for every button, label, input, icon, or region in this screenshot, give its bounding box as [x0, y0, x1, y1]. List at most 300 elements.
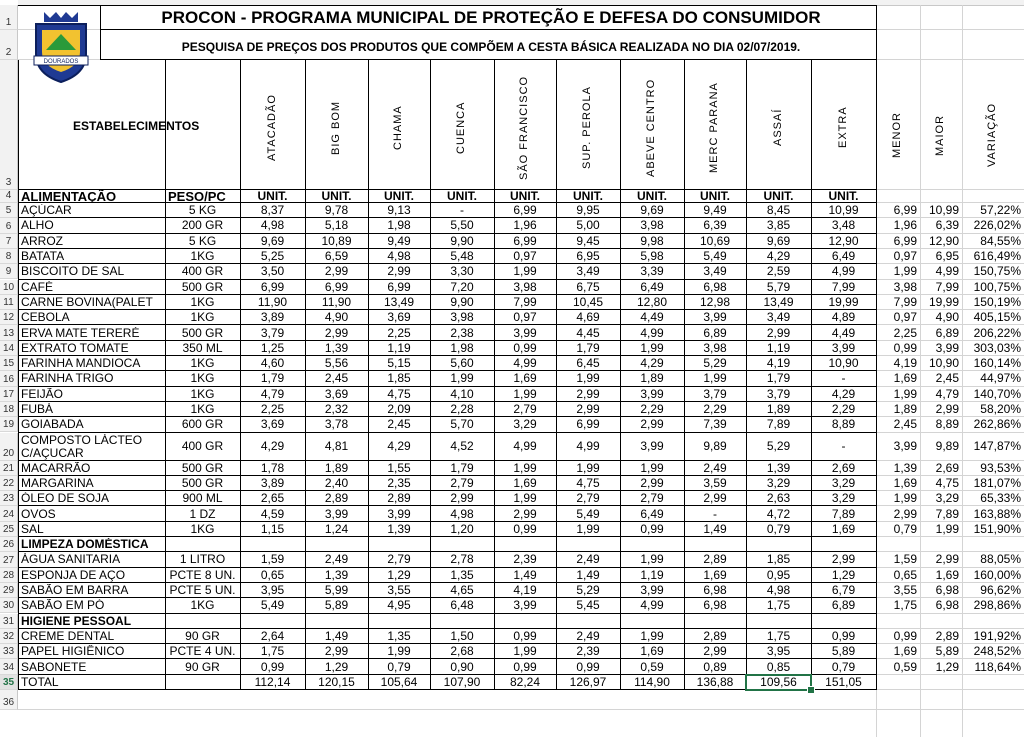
price-cell[interactable]: 3,99: [640, 584, 664, 598]
price-cell[interactable]: 4,79: [260, 387, 285, 401]
unit-header[interactable]: UNIT.: [637, 190, 667, 203]
variation-cell[interactable]: 160,00%: [973, 568, 1021, 582]
price-cell[interactable]: 9,13: [387, 204, 411, 218]
price-cell[interactable]: 2,40: [324, 476, 349, 490]
product-name[interactable]: PAPEL HIGIÊNICO: [21, 645, 125, 659]
price-cell[interactable]: 2,89: [703, 629, 727, 643]
price-cell[interactable]: 1,99: [450, 372, 474, 386]
max-cell[interactable]: 6,95: [935, 250, 959, 264]
price-cell[interactable]: 1,69: [703, 568, 727, 582]
variation-cell[interactable]: 226,02%: [973, 219, 1021, 233]
price-cell[interactable]: 2,79: [576, 492, 600, 506]
price-cell[interactable]: 3,29: [831, 492, 856, 506]
price-cell[interactable]: 11,90: [321, 295, 352, 309]
row-header-1[interactable]: 1: [0, 5, 18, 30]
price-cell[interactable]: 1,99: [513, 387, 537, 401]
product-name[interactable]: CREME DENTAL: [21, 629, 115, 643]
price-cell[interactable]: 1,24: [324, 522, 349, 536]
price-cell[interactable]: 0,79: [387, 660, 411, 674]
product-name[interactable]: ARROZ: [21, 234, 63, 248]
row-header-18[interactable]: 18: [0, 402, 18, 417]
price-cell[interactable]: 6,98: [703, 599, 727, 613]
min-cell[interactable]: 1,89: [893, 403, 917, 417]
price-cell[interactable]: 3,98: [450, 311, 474, 325]
selected-cell[interactable]: [745, 674, 812, 691]
price-cell[interactable]: 2,69: [831, 461, 856, 475]
price-cell[interactable]: 6,99: [324, 280, 349, 294]
variation-cell[interactable]: 163,88%: [973, 507, 1021, 521]
product-weight[interactable]: PCTE 5 UN.: [169, 584, 236, 598]
max-cell[interactable]: 2,99: [935, 553, 959, 567]
price-cell[interactable]: 9,69: [640, 204, 664, 218]
product-name[interactable]: ÁGUA SANITARIA: [21, 553, 121, 567]
price-cell[interactable]: 5,99: [324, 584, 349, 598]
price-cell[interactable]: 1,69: [513, 372, 537, 386]
price-cell[interactable]: 0,99: [640, 522, 664, 536]
product-name[interactable]: MARGARINA: [21, 476, 94, 490]
price-cell[interactable]: 2,99: [703, 492, 727, 506]
price-cell[interactable]: 2,09: [387, 403, 411, 417]
price-cell[interactable]: 1,39: [324, 568, 349, 582]
price-cell[interactable]: 2,89: [324, 492, 349, 506]
min-cell[interactable]: 1,69: [893, 476, 917, 490]
price-cell[interactable]: 2,78: [450, 553, 474, 567]
row-header-32[interactable]: 32: [0, 629, 18, 644]
row-header-28[interactable]: 28: [0, 568, 18, 583]
product-weight[interactable]: 1KG: [190, 403, 215, 417]
product-name[interactable]: ÓLEO DE SOJA: [21, 492, 110, 506]
price-cell[interactable]: 0,99: [576, 660, 600, 674]
price-cell[interactable]: 6,75: [576, 280, 600, 294]
product-weight[interactable]: 500 GR: [181, 476, 224, 490]
product-name[interactable]: ALHO: [21, 219, 54, 233]
product-name[interactable]: ERVA MATE TERERÉ: [21, 326, 140, 340]
price-cell[interactable]: 5,56: [324, 357, 349, 371]
price-cell[interactable]: 5,29: [576, 584, 600, 598]
price-cell[interactable]: 1,99: [513, 461, 537, 475]
min-cell[interactable]: 0,59: [893, 660, 917, 674]
variation-cell[interactable]: 93,53%: [980, 461, 1021, 475]
price-cell[interactable]: 9,49: [387, 234, 411, 248]
price-cell[interactable]: 2,35: [387, 476, 411, 490]
price-cell[interactable]: 4,99: [831, 265, 856, 279]
price-cell[interactable]: 1,99: [576, 372, 600, 386]
product-weight[interactable]: 500 GR: [181, 461, 224, 475]
max-cell[interactable]: 1,99: [935, 522, 959, 536]
price-cell[interactable]: 4,52: [450, 440, 474, 453]
price-cell[interactable]: 2,79: [513, 403, 537, 417]
price-cell[interactable]: -: [713, 507, 717, 521]
variation-cell[interactable]: 100,75%: [973, 280, 1021, 294]
price-cell[interactable]: 0,99: [831, 629, 856, 643]
stat-header-2[interactable]: VARIAÇÃO: [986, 102, 998, 168]
price-cell[interactable]: 4,29: [831, 387, 856, 401]
price-cell[interactable]: 1,69: [513, 476, 537, 490]
max-cell[interactable]: 4,75: [935, 476, 959, 490]
total-cell[interactable]: 109,56: [760, 675, 797, 689]
unit-header[interactable]: UNIT.: [700, 190, 730, 203]
price-cell[interactable]: 6,95: [576, 250, 600, 264]
price-cell[interactable]: 3,79: [703, 387, 727, 401]
product-weight[interactable]: 200 GR: [181, 219, 224, 233]
product-name[interactable]: GOIABADA: [21, 418, 84, 432]
price-cell[interactable]: 6,99: [260, 280, 285, 294]
price-cell[interactable]: 5,45: [576, 599, 600, 613]
store-header-3[interactable]: CUENCA: [455, 101, 467, 154]
price-cell[interactable]: 1,99: [576, 461, 600, 475]
product-weight[interactable]: PCTE 8 UN.: [169, 568, 236, 582]
row-header-13[interactable]: 13: [0, 325, 18, 340]
price-cell[interactable]: 6,49: [640, 507, 664, 521]
row-header-6[interactable]: 6: [0, 218, 18, 233]
price-cell[interactable]: 2,89: [703, 553, 727, 567]
price-cell[interactable]: 2,99: [576, 403, 600, 417]
price-cell[interactable]: 12,80: [636, 295, 668, 309]
product-weight[interactable]: 1KG: [190, 357, 215, 371]
row-header-17[interactable]: 17: [0, 387, 18, 402]
price-cell[interactable]: 9,78: [324, 204, 349, 218]
price-cell[interactable]: 0,97: [513, 250, 537, 264]
price-cell[interactable]: 6,48: [450, 599, 474, 613]
variation-cell[interactable]: 616,49%: [973, 250, 1021, 264]
price-cell[interactable]: 5,89: [324, 599, 349, 613]
product-weight[interactable]: 1KG: [190, 387, 215, 401]
price-cell[interactable]: 3,49: [766, 311, 791, 325]
price-cell[interactable]: 1,99: [513, 492, 537, 506]
price-cell[interactable]: 2,45: [387, 418, 411, 432]
price-cell[interactable]: 4,99: [513, 440, 537, 453]
price-cell[interactable]: 6,49: [640, 280, 664, 294]
max-cell[interactable]: 12,90: [928, 234, 959, 248]
price-cell[interactable]: 3,59: [703, 476, 727, 490]
row-header-26[interactable]: 26: [0, 537, 18, 552]
min-cell[interactable]: 3,99: [893, 440, 917, 453]
max-cell[interactable]: 6,89: [935, 326, 959, 340]
price-cell[interactable]: 2,28: [450, 403, 474, 417]
price-cell[interactable]: 4,89: [831, 311, 856, 325]
row-header-30[interactable]: 30: [0, 598, 18, 613]
fill-handle[interactable]: [807, 686, 815, 694]
row-header-23[interactable]: 23: [0, 491, 18, 506]
price-cell[interactable]: 13,49: [383, 295, 415, 309]
min-cell[interactable]: 1,96: [893, 219, 917, 233]
store-header-4[interactable]: SÃO FRANCISCO: [518, 75, 530, 180]
price-cell[interactable]: 6,39: [703, 219, 727, 233]
store-header-5[interactable]: SUP. PEROLA: [581, 86, 593, 169]
max-cell[interactable]: 8,89: [935, 418, 959, 432]
max-cell[interactable]: 3,29: [935, 492, 959, 506]
variation-cell[interactable]: 206,22%: [973, 326, 1021, 340]
unit-header[interactable]: UNIT.: [384, 190, 414, 203]
price-cell[interactable]: 10,45: [572, 295, 604, 309]
price-cell[interactable]: 1,99: [513, 645, 537, 659]
price-cell[interactable]: 3,29: [766, 476, 791, 490]
min-cell[interactable]: 2,45: [893, 418, 917, 432]
variation-cell[interactable]: 65,33%: [980, 492, 1021, 506]
price-cell[interactable]: 1,89: [766, 403, 791, 417]
max-cell[interactable]: 2,69: [935, 461, 959, 475]
min-cell[interactable]: 1,39: [893, 461, 917, 475]
max-cell[interactable]: 10,90: [928, 357, 959, 371]
price-cell[interactable]: 7,99: [831, 280, 856, 294]
product-weight[interactable]: PCTE 4 UN.: [169, 645, 236, 659]
max-cell[interactable]: 19,99: [928, 295, 959, 309]
product-weight[interactable]: 1KG: [190, 599, 215, 613]
price-cell[interactable]: 6,98: [703, 584, 727, 598]
price-cell[interactable]: 3,89: [260, 311, 285, 325]
unit-header[interactable]: UNIT.: [573, 190, 603, 203]
price-cell[interactable]: 2,99: [450, 492, 474, 506]
price-cell[interactable]: 2,25: [260, 403, 285, 417]
weight-header[interactable]: PESO/PC: [168, 190, 226, 203]
unit-header[interactable]: UNIT.: [828, 190, 859, 203]
variation-cell[interactable]: 303,03%: [973, 341, 1021, 355]
price-cell[interactable]: 4,98: [450, 507, 474, 521]
price-cell[interactable]: 4,95: [387, 599, 411, 613]
row-header-25[interactable]: 25: [0, 522, 18, 537]
price-cell[interactable]: 4,49: [640, 311, 664, 325]
price-cell[interactable]: 1,79: [576, 341, 600, 355]
price-cell[interactable]: 0,99: [513, 341, 537, 355]
price-cell[interactable]: 1,96: [513, 219, 537, 233]
variation-cell[interactable]: 181,07%: [973, 476, 1021, 490]
max-cell[interactable]: 6,39: [935, 219, 959, 233]
price-cell[interactable]: 4,81: [324, 440, 349, 453]
row-header-2[interactable]: 2: [0, 30, 18, 60]
max-cell[interactable]: 9,89: [935, 440, 959, 453]
price-cell[interactable]: 0,85: [766, 660, 791, 674]
store-header-1[interactable]: BIG BOM: [329, 100, 342, 155]
price-cell[interactable]: 12,98: [699, 295, 731, 309]
price-cell[interactable]: 10,89: [321, 234, 352, 248]
price-cell[interactable]: 0,89: [703, 660, 727, 674]
price-cell[interactable]: 3,69: [260, 418, 285, 432]
product-weight[interactable]: 90 GR: [185, 660, 220, 674]
row-header-35[interactable]: 35: [0, 675, 18, 690]
price-cell[interactable]: 8,37: [260, 204, 285, 218]
price-cell[interactable]: 2,32: [324, 403, 349, 417]
price-cell[interactable]: 4,49: [831, 326, 856, 340]
variation-cell[interactable]: 147,87%: [973, 440, 1021, 453]
price-cell[interactable]: 3,95: [260, 584, 285, 598]
price-cell[interactable]: 3,99: [513, 326, 537, 340]
row-header-20[interactable]: 20: [0, 433, 18, 461]
price-cell[interactable]: 2,29: [831, 403, 856, 417]
variation-cell[interactable]: 151,90%: [973, 522, 1021, 536]
price-cell[interactable]: 3,69: [324, 387, 349, 401]
price-cell[interactable]: 1,49: [703, 522, 727, 536]
price-cell[interactable]: 3,99: [703, 311, 727, 325]
price-cell[interactable]: 9,45: [576, 234, 600, 248]
price-cell[interactable]: 4,98: [766, 584, 791, 598]
product-name[interactable]: C/AÇUCAR: [21, 446, 84, 460]
price-cell[interactable]: 1,85: [387, 372, 411, 386]
price-cell[interactable]: 3,98: [640, 219, 664, 233]
total-cell[interactable]: 151,05: [825, 675, 862, 689]
price-cell[interactable]: 1,99: [640, 629, 664, 643]
price-cell[interactable]: 1,39: [387, 522, 411, 536]
price-cell[interactable]: 3,49: [703, 265, 727, 279]
price-cell[interactable]: 12,90: [828, 234, 859, 248]
price-cell[interactable]: 1,99: [513, 265, 537, 279]
price-cell[interactable]: -: [841, 372, 846, 386]
price-cell[interactable]: 0,99: [513, 660, 537, 674]
price-cell[interactable]: 3,99: [324, 507, 349, 521]
row-header-7[interactable]: 7: [0, 234, 18, 249]
price-cell[interactable]: 0,65: [260, 568, 285, 582]
store-header-0[interactable]: ATACADÃO: [265, 94, 278, 161]
price-cell[interactable]: 19,99: [828, 295, 859, 309]
min-cell[interactable]: 3,55: [893, 584, 917, 598]
price-cell[interactable]: 4,98: [387, 250, 411, 264]
price-cell[interactable]: 6,79: [831, 584, 856, 598]
store-header-6[interactable]: ABEVE CENTRO: [645, 78, 657, 177]
min-cell[interactable]: 6,99: [893, 234, 917, 248]
price-cell[interactable]: 4,99: [640, 326, 664, 340]
max-cell[interactable]: 7,89: [935, 507, 959, 521]
price-cell[interactable]: 9,49: [703, 204, 727, 218]
product-weight[interactable]: 350 ML: [182, 341, 223, 355]
price-cell[interactable]: 1,19: [387, 341, 411, 355]
price-cell[interactable]: 1,19: [766, 341, 791, 355]
price-cell[interactable]: 2,79: [640, 492, 664, 506]
row-header-5[interactable]: 5: [0, 203, 18, 218]
price-cell[interactable]: 1,35: [387, 629, 411, 643]
max-cell[interactable]: 2,89: [935, 629, 959, 643]
variation-cell[interactable]: 58,20%: [980, 403, 1021, 417]
price-cell[interactable]: 5,25: [260, 250, 285, 264]
price-cell[interactable]: 1,98: [450, 341, 474, 355]
price-cell[interactable]: 3,49: [576, 265, 600, 279]
price-cell[interactable]: 3,78: [324, 418, 349, 432]
price-cell[interactable]: 5,48: [450, 250, 474, 264]
max-cell[interactable]: 10,99: [928, 204, 959, 218]
price-cell[interactable]: 3,99: [640, 440, 664, 453]
price-cell[interactable]: 1,99: [640, 461, 664, 475]
price-cell[interactable]: 2,39: [576, 645, 600, 659]
price-cell[interactable]: 7,39: [703, 418, 727, 432]
min-cell[interactable]: 4,19: [893, 357, 917, 371]
price-cell[interactable]: 3,99: [831, 341, 856, 355]
price-cell[interactable]: 5,49: [576, 507, 600, 521]
row-header-21[interactable]: 21: [0, 461, 18, 476]
price-cell[interactable]: 2,79: [450, 476, 474, 490]
max-cell[interactable]: 1,69: [935, 568, 959, 582]
price-cell[interactable]: 2,99: [324, 645, 349, 659]
product-weight[interactable]: 1KG: [190, 250, 215, 264]
product-name[interactable]: SABÃO EM BARRA: [21, 584, 129, 598]
product-name[interactable]: SAL: [21, 522, 44, 536]
product-weight[interactable]: 400 GR: [181, 440, 224, 453]
price-cell[interactable]: 5,29: [703, 357, 727, 371]
price-cell[interactable]: 1,49: [513, 568, 537, 582]
price-cell[interactable]: 3,29: [831, 476, 856, 490]
row-header-33[interactable]: 33: [0, 644, 18, 659]
variation-cell[interactable]: 88,05%: [980, 553, 1021, 567]
product-weight[interactable]: 600 GR: [181, 418, 224, 432]
price-cell[interactable]: 0,97: [513, 311, 537, 325]
min-cell[interactable]: 0,65: [893, 568, 917, 582]
product-weight[interactable]: 1KG: [190, 311, 215, 325]
max-cell[interactable]: 6,98: [935, 599, 959, 613]
price-cell[interactable]: 6,45: [576, 357, 600, 371]
price-cell[interactable]: 0,79: [766, 522, 791, 536]
unit-header[interactable]: UNIT.: [510, 190, 540, 203]
price-cell[interactable]: 5,49: [260, 599, 285, 613]
product-name[interactable]: CARNE BOVINA(PALET: [21, 295, 153, 309]
row-header-11[interactable]: 11: [0, 295, 18, 310]
row-header-4[interactable]: 4: [0, 190, 18, 203]
price-cell[interactable]: 2,38: [450, 326, 474, 340]
price-cell[interactable]: 1,39: [324, 341, 349, 355]
product-name[interactable]: CAFÉ: [21, 280, 54, 294]
price-cell[interactable]: 4,99: [513, 357, 537, 371]
price-cell[interactable]: 0,59: [640, 660, 664, 674]
row-header-9[interactable]: 9: [0, 264, 18, 279]
min-cell[interactable]: 1,69: [893, 372, 917, 386]
product-name[interactable]: FARINHA TRIGO: [21, 372, 114, 386]
max-cell[interactable]: 4,90: [935, 311, 959, 325]
price-cell[interactable]: 4,19: [766, 357, 791, 371]
price-cell[interactable]: 3,95: [766, 645, 791, 659]
product-weight[interactable]: 400 GR: [181, 265, 224, 279]
product-weight[interactable]: 1KG: [190, 522, 215, 536]
price-cell[interactable]: 4,45: [576, 326, 600, 340]
price-cell[interactable]: 3,50: [260, 265, 285, 279]
product-name[interactable]: EXTRATO TOMATE: [21, 341, 129, 355]
price-cell[interactable]: 2,49: [576, 629, 600, 643]
min-cell[interactable]: 6,99: [893, 204, 917, 218]
price-cell[interactable]: 5,98: [640, 250, 664, 264]
price-cell[interactable]: 4,10: [450, 387, 474, 401]
price-cell[interactable]: 5,00: [576, 219, 600, 233]
variation-cell[interactable]: 140,70%: [973, 387, 1021, 401]
price-cell[interactable]: 1,75: [260, 645, 285, 659]
store-header-7[interactable]: MERC PARANA: [708, 82, 720, 173]
price-cell[interactable]: 8,89: [831, 418, 856, 432]
price-cell[interactable]: 2,99: [324, 265, 349, 279]
price-cell[interactable]: 9,69: [260, 234, 285, 248]
price-cell[interactable]: 1,35: [450, 568, 474, 582]
product-name[interactable]: FEIJÃO: [21, 387, 64, 401]
row-header-36[interactable]: 36: [0, 690, 18, 710]
product-weight[interactable]: 1KG: [190, 372, 215, 386]
price-cell[interactable]: 2,64: [260, 629, 285, 643]
unit-header[interactable]: UNIT.: [257, 190, 288, 203]
price-cell[interactable]: 2,49: [576, 553, 600, 567]
price-cell[interactable]: 9,89: [703, 440, 727, 453]
price-cell[interactable]: 4,98: [260, 219, 285, 233]
unit-header[interactable]: UNIT.: [763, 190, 794, 203]
min-cell[interactable]: 7,99: [893, 295, 917, 309]
price-cell[interactable]: 1,99: [387, 645, 411, 659]
price-cell[interactable]: 2,49: [324, 553, 349, 567]
price-cell[interactable]: 6,49: [831, 250, 856, 264]
price-cell[interactable]: 3,98: [703, 341, 727, 355]
price-cell[interactable]: 2,29: [703, 403, 727, 417]
price-cell[interactable]: 2,79: [387, 553, 411, 567]
price-cell[interactable]: 7,20: [450, 280, 474, 294]
price-cell[interactable]: 4,29: [766, 250, 791, 264]
price-cell[interactable]: 1,89: [640, 372, 664, 386]
price-cell[interactable]: 9,69: [766, 234, 791, 248]
price-cell[interactable]: 6,99: [513, 234, 537, 248]
price-cell[interactable]: 4,65: [450, 584, 474, 598]
max-cell[interactable]: 6,98: [935, 584, 959, 598]
price-cell[interactable]: 6,89: [703, 326, 727, 340]
row-header-31[interactable]: 31: [0, 614, 18, 629]
price-cell[interactable]: 0,99: [260, 660, 285, 674]
